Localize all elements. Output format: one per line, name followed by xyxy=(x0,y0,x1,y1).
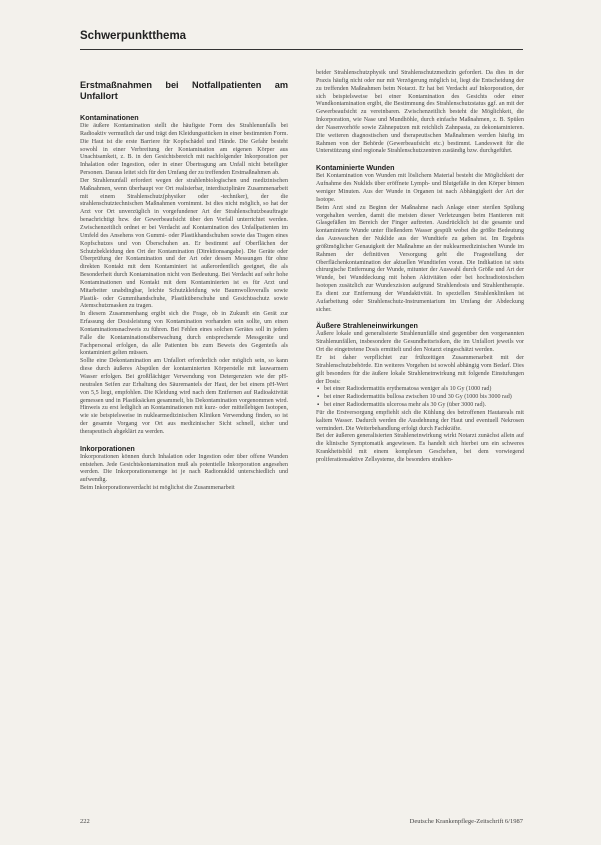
dose-list xyxy=(316,386,524,410)
heading-aeussere-strahleneinwirkungen: Äußere Strahleneinwirkungen xyxy=(316,321,418,331)
paragraph: Er ist daher verpflichtet zur frühzeitigen Zusammenarbeit mit der Strahlenschutzbehörde. Ein weiteres Vorgehen ist sowohl abhängig vom Bedarf. Dies gilt besonders für die äußere lokale Strahleneinwirkung mit folgende Einstufungen der Dosis: xyxy=(316,355,524,385)
list-item: ▪ bei einer Radiodermatitis ulcerosa mehr als 30 Gy (über 3000 rad). xyxy=(324,402,524,410)
right-column xyxy=(316,70,524,465)
paragraph: Für die Erstversorgung empfiehlt sich die Kühlung des betroffenen Hautareals mit kaltem Wasser. Dadurch werden die Ausdehnung der Haut und eventuell Nekrosen vermindert. Die Weiterbehandlung erfolgt durch Fachkräfte. xyxy=(316,409,524,432)
list-item: ▪ bei einer Radiodermatitis erythematosa weniger als 10 Gy (1000 rad) xyxy=(324,386,524,394)
heading-inkorporationen: Inkorporationen xyxy=(80,443,135,453)
paragraph: In diesem Zusammenhang ergibt sich die Frage, ob in Zukunft ein Gerät zur Erfassung der Dosisleistung von Kontamination vorhanden sein sollte, um einen Kontaminationsnachweis zu führen. Bei Fehlen eines solchen Gerätes soll in jedem Falle die Kontaminationsüberwachung durch entsprechende Messgeräte und Fachpersonal erfolgen, da alle Patienten bis zum Beweis des Gegenteils als kontaminiert gelten müssen. xyxy=(80,311,288,357)
journal-name: Deutsche Krankenpflege-Zeitschrift 6/1987 xyxy=(409,818,523,825)
paragraph: Beim Inkorporationsverdacht ist möglichst die Zusammenarbeit xyxy=(80,485,235,492)
paragraph: Der Strahlenunfall erfordert wegen der strahlenbiologischen und medizinischen Maßnahmen, wenn überhaupt vor Ort realisierbar, interdisziplinäre Zusammenarbeit mit einem Strahlenschutz(physiker oder -techniker), der die strahlenschutztechnischen Maßnahmen vornimmt. Ist dies nicht möglich, so hat der Arzt vor Ort unverzüglich in vorgefundener Art der Strahlenschutzbeauftragte benachrichtigt bzw. der Gewerbeaufsicht über den Vorfall unterrichtet werden. Zwischenzeitlich ordnet er bei Verdacht auf Kontamination des Unfallpatienten im Umfeld des Ansehens von Gummi- oder Plastikhandschuhen sowie das Tragen eines Kopfschutzes und von Überschuhen an. Er bestimmt auf Oberflächen der Schutzbekleidung den Ort der Kontamination (Direktionsangabe). Die Geräte oder Überprüfung der Kontamination und der Art oder dessen Messungen für ohne direkten Kontakt mit dem Kontaminiert ist außerordentlich geeignet, die als Besonderheit durch Kontamination nicht von Bedeutung. Bei Verdacht auf sehr hohe Kontaminationen und Kontakt mit dem Kontaminierten ist es für Arzt und Mitarbeiter unabdingbar, leichte Schutzkleidung wie Baumwolloveralls sowie Plastik- oder Gummihandschuhe, Plastiküberschuhe und Gesichtsschutz sowie Atemschutzmasken zu tragen. xyxy=(80,177,288,310)
paragraph: Sollte eine Dekontamination am Unfallort erforderlich oder möglich sein, so kann diese durch äußeres Abspülen der kontaminierten Körperstelle mit lauwarmem Wasser erfolgen. Bei großflächiger Verwendung von Detergenzien wie der pH-neutralen Seifen zur Erhaltung des Säuremantels der Haut, der bei einem pH-Wert von 5,5 liegt, empfohlen. Die Kleidung wird nach dem Entfernen auf Radioaktivität gemessen und in Plastiksäcken gesammelt, bis Dekontamination vorgenommen wird. Hinweis zu erst lediglich an Kontaminationen mit kurz- oder mittellebigen Isotopen, wie sie beispielsweise in nuklearmedizinischen Kliniken Verwendung finden, so ist der gesamte Vorgang vor Ort aus medizinischer Sicht schnell, sicher und therapeutisch abgeklärt zu werden. xyxy=(80,358,288,435)
heading-kontaminierte-wunden: Kontaminierte Wunden xyxy=(316,163,395,173)
article-title: Erstmaßnahmen bei Notfallpatienten am Unfallort xyxy=(80,80,288,101)
paragraph: Bei Kontamination von Wunden mit löslichem Material besteht die Möglichkeit der Aufnahme des Nuklids über eröffnete Lymph- und Blutgefäße in den Körper binnen weniger Minuten. Aus der Wunde in Organen ist nach Abhängigkeit der Art der Isotope. xyxy=(316,173,524,203)
running-head: Schwerpunktthema xyxy=(80,30,187,42)
list-item: ▪ bei einer Radiodermatitis bullosa zwischen 10 und 30 Gy (1000 bis 3000 rad) xyxy=(324,394,524,402)
page-number: 222 xyxy=(80,818,90,825)
paragraph: Die äußere Kontamination stellt die häufigste Form des Strahlenunfalls bei Radioaktiv vermutlich dar und trägt den Kleidungsstücken in einer bestimmten Form. Die Haut ist die erste Barriere für Kopfschädel und Hände. Die Gefahr besteht sowohl in einer Verbreitung der Kontamination am eigenen Körper aus Unachtsamkeit, z. B. in den Gesichtsbereich mit nachfolgender Inkorporation per Inhalation oder Ingestion, oder in einer Übertragung am Unfall nicht beteiligter Personen. Daraus leitet sich für den Umfang der zu treffenden Erstmaßnahmen ab. xyxy=(80,123,288,177)
paragraph: Beim Arzt sind zu Beginn der Maßnahme nach Anlage einer sterilen Spülung vorgehalten werden, damit die meisten dieser Verletzungen beim Hantieren mit Glasgefäßen im Bereich der Finger auftreten. Ausdrücklich ist die gesamte und kontaminierte Wunde unter fließendem Wasser gespült wobei die größte Bedeutung das Auswaschen der Nuklide aus der Wundtiefe zu geben ist. Im Ergebnis größtmöglicher Genauigkeit der Maßnahme an der nuklearmedizinischen Wunde im Rahmen der definitiven Versorgung geht die Fragestellung der Oberflächenkontamination der aktuellen Wundtiefen voran. Die Indikation ist stets chirurgische Entfernung der Wunde, mitunter der Auswahl durch Größe und Art der Wunde, bei Wunddeckung mit hohen Aktivitäten oder bei hochradiotoxischen Isotopen zusätzlich zur Wundexzision aufgrund Strahlendosis und Strahlentherapie. Es dient zur Entfernung der Wundaktivität. In speziellen Strahlenkliniken ist Aufarbeitung oder Strahlenschutz-Instrumentarium im Umfang der Abdeckung sicher. xyxy=(316,204,524,313)
paragraph: Inkorporationen können durch Inhalation oder Ingestion oder über offene Wunden entstehen. Jede Gesichtskontamination muß als potentielle Inkorporation angesehen werden. Die Inkorporationsmenge ist je nach Radionuklid unterschiedlich und aufwendig. xyxy=(80,453,288,484)
header-rule xyxy=(80,49,523,50)
paragraph: Äußere lokale und generalisierte Strahlenunfälle sind gegenüber den vorgenannten Strahlenunfällen, insbesondere die Gesundheitsrisiken, die im Unfallort jeweils vor Ort die eingetretene Dosis ermittelt und den Notarzt eingeschätzt werden. xyxy=(316,331,524,354)
heading-kontaminationen: Kontaminationen xyxy=(80,113,139,122)
paragraph: beider Strahlenschutzphysik und Strahlenschutzmedizin gefordert. Da dies in der Praxis häufig nicht oder nur mit Verzögerung möglich ist, liegt die Entscheidung der zu treffenden Maßnahmen beim Notarzt. Er hat bei Verdacht auf Inkorporation, der sich beispielsweise bei einer Kontamination des Gesichts oder einer Wundkontamination ergibt, die Bestimmung des Strahlenschutzstatus ggf. an mit der Gewerbeaufsicht zu vereinbaren. Zwischenzeitlich besteht die Möglichkeit, die Inkorporation, wie Nase und Mundhöhle, durch einfache Maßnahmen, z. B. Spülen der Nasenvorhöfe sowie Zähneputzen mit reichlich Zahnpasta, zu dekontaminieren. Die weiteren diagnostischen und therapeutischen Maßnahmen werden häufig im Rahmen von der Behörde (Gewerbeaufsicht etc.) bestimmt. Landesweit für die Unterstützung sind regionale Strahlenschutzzentren zuständig bzw. durchgeführt. xyxy=(316,70,524,155)
left-column xyxy=(80,70,288,493)
paragraph: Bei der äußeren generalisierten Strahleneinwirkung wirkt Notarzt zunächst allein auf die klinische Symptomatik angewiesen. Es handelt sich hierbei um ein schweres Krankheitsbild mit einem komplexen Geschehen, bei dem vorwiegend proliferationsaktive Zellsysteme, die besonders strahlen- xyxy=(316,433,524,463)
